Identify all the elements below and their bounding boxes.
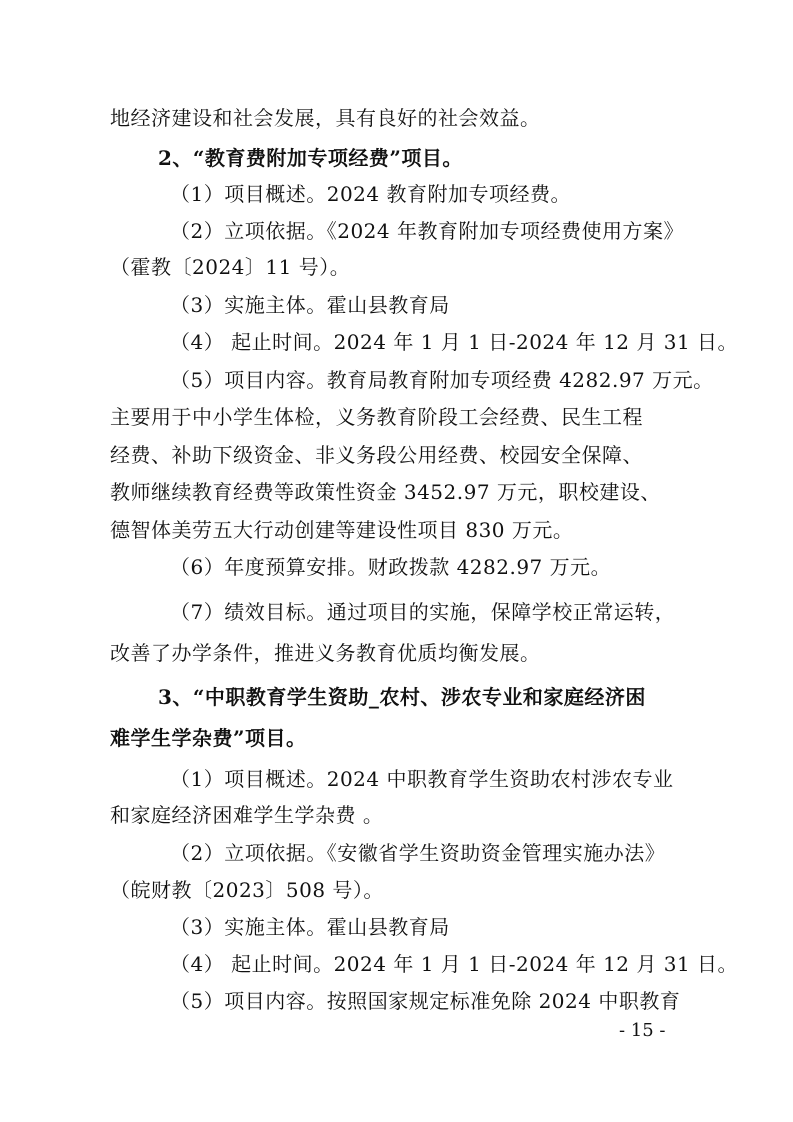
paragraph-line: （2）立项依据。《2024 年教育附加专项经费使用方案》 <box>170 219 684 243</box>
paragraph-line: （3）实施主体。霍山县教育局 <box>170 293 450 317</box>
paragraph-line: 德智体美劳五大行动创建等建设性项目 830 万元。 <box>110 518 574 542</box>
section-heading: 难学生学杂费”项目。 <box>110 726 307 750</box>
paragraph-line: （7）绩效目标。通过项目的实施，保障学校正常运转， <box>170 600 676 624</box>
paragraph-line: （2）立项依据。《安徽省学生资助资金管理实施办法》 <box>170 841 666 865</box>
paragraph-line: （3）实施主体。霍山县教育局 <box>170 915 450 939</box>
paragraph-line: （霍教〔2024〕11 号）。 <box>110 255 351 279</box>
paragraph-line: 经费、补助下级资金、非义务段公用经费、校园安全保障、 <box>110 443 643 467</box>
paragraph-line: 地经济建设和社会发展，具有良好的社会效益。 <box>110 106 541 130</box>
section-heading: 2、“教育费附加专项经费”项目。 <box>158 146 463 170</box>
paragraph-line: （皖财教〔2023〕508 号）。 <box>110 878 384 902</box>
paragraph-line: （1）项目概述。2024 教育附加专项经费。 <box>170 182 571 206</box>
paragraph-line: 教师继续教育经费等政策性资金 3452.97 万元，职校建设、 <box>110 480 661 504</box>
paragraph-line: （4） 起止时间。2024 年 1 月 1 日-2024 年 12 月 31 日。 <box>170 330 739 354</box>
section-heading: 3、“中职教育学生资助_农村、涉农专业和家庭经济困 <box>158 685 646 709</box>
paragraph-line: （6）年度预算安排。财政拨款 4282.97 万元。 <box>170 555 612 579</box>
paragraph-line: （1）项目概述。2024 中职教育学生资助农村涉农专业 <box>170 767 674 791</box>
paragraph-line: 改善了办学条件，推进义务教育优质均衡发展。 <box>110 641 541 665</box>
page-number: - 15 - <box>619 1020 666 1041</box>
paragraph-line: （4） 起止时间。2024 年 1 月 1 日-2024 年 12 月 31 日。 <box>170 952 739 976</box>
paragraph-line: （5）项目内容。教育局教育附加专项经费 4282.97 万元。 <box>170 368 714 392</box>
paragraph-line: 和家庭经济困难学生学杂费 。 <box>110 803 384 827</box>
paragraph-line: （5）项目内容。按照国家规定标准免除 2024 中职教育 <box>170 989 681 1013</box>
paragraph-line: 主要用于中小学生体检，义务教育阶段工会经费、民生工程 <box>110 405 643 429</box>
